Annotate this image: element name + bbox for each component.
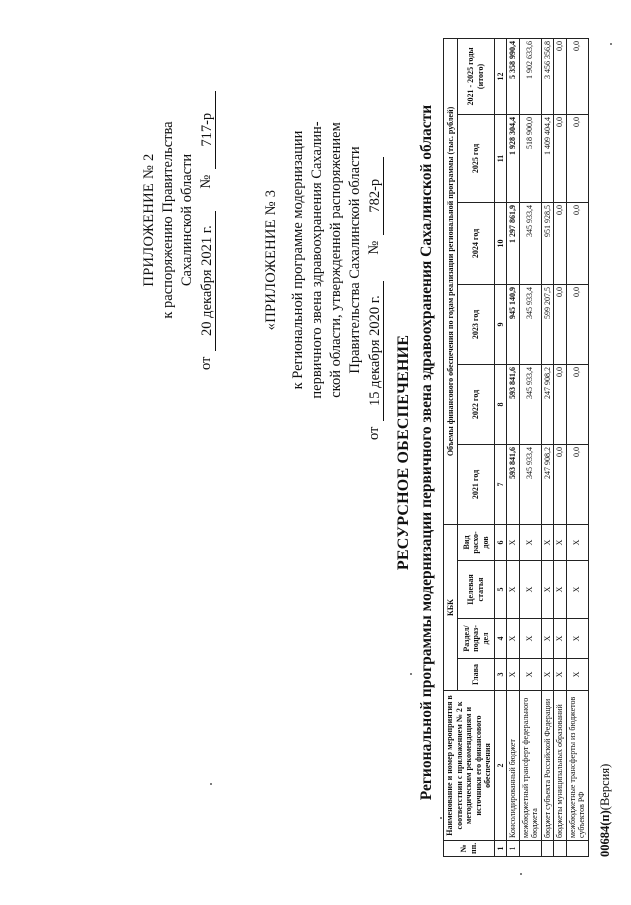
row-value: 0,0 [554, 114, 567, 202]
row-target: Х [541, 561, 554, 619]
scan-speck [520, 873, 522, 875]
row-num [554, 841, 567, 857]
column-index: 6 [494, 524, 507, 560]
row-value: 0,0 [554, 284, 567, 364]
row-num [566, 841, 588, 857]
appendix-3-date: 15 декабря 2020 г. [367, 281, 384, 421]
row-value: 0,0 [554, 364, 567, 444]
row-value: 345 933,4 [519, 284, 541, 364]
scan-speck [610, 43, 612, 45]
header-expense: Вид расхо-дов [458, 524, 494, 560]
date-prefix: от [366, 426, 382, 440]
column-index: 1 [494, 841, 507, 857]
column-index: 10 [494, 202, 507, 284]
row-value: 0,0 [554, 444, 567, 524]
row-section: Х [507, 619, 520, 659]
header-section: Раздел/ подраз-дел [458, 619, 494, 659]
row-value: 247 908,2 [541, 364, 554, 444]
header-year: 2025 год [458, 114, 494, 202]
appendix-3-block [262, 70, 384, 450]
row-expense: Х [554, 524, 567, 560]
row-value: 1 902 633,6 [519, 38, 541, 114]
table-row [566, 38, 588, 856]
appendix-2-date: 20 декабря 2021 г. [199, 211, 216, 351]
row-value: 5 358 990,4 [507, 38, 520, 114]
row-name: межбюджетные трансферты из бюджетов субъектов РФ [566, 691, 588, 841]
row-target: Х [507, 561, 520, 619]
appendix-2-number: 717-р [199, 91, 216, 169]
table-row [507, 38, 520, 856]
table-row [554, 38, 567, 856]
table-row [541, 38, 554, 856]
date-prefix: от [198, 356, 214, 370]
row-value: 3 456 356,8 [541, 38, 554, 114]
row-chapter: Х [519, 659, 541, 691]
document-code-number: 00684(п) [598, 810, 612, 857]
appendix-3-title: «ПРИЛОЖЕНИЕ № 3 [263, 189, 279, 331]
appendix-3-line: Правительства Сахалинской области [347, 146, 363, 374]
header-num: № пп. [444, 841, 495, 857]
row-expense: Х [507, 524, 520, 560]
header-year: 2021 год [458, 444, 494, 524]
appendix-3-line: к Региональной программе модернизации [290, 130, 306, 390]
row-value: 0,0 [566, 38, 588, 114]
column-index: 2 [494, 691, 507, 841]
row-value: 951 928,5 [541, 202, 554, 284]
number-prefix: № [198, 174, 214, 189]
column-index-row [494, 38, 507, 856]
row-value: 0,0 [566, 202, 588, 284]
row-value: 0,0 [566, 364, 588, 444]
row-chapter: Х [507, 659, 520, 691]
document-code [598, 764, 613, 857]
row-value: 345 933,4 [519, 444, 541, 524]
appendix-2-title: ПРИЛОЖЕНИЕ № 2 [141, 153, 157, 287]
row-value: 599 207,5 [541, 284, 554, 364]
document-code-suffix: (Версия) [598, 763, 612, 811]
row-chapter: Х [541, 659, 554, 691]
row-value: 945 140,9 [507, 284, 520, 364]
header-kbk: КБК [444, 524, 458, 690]
appendix-3-line: ской области, утвержденной распоряжением [328, 122, 344, 398]
appendix-2-signature-line [197, 70, 216, 370]
header-year-total: 2021 - 2025 годы (итого) [458, 38, 494, 114]
row-num [519, 841, 541, 857]
appendix-3-number: 782-р [367, 157, 384, 235]
row-value: 345 933,4 [519, 364, 541, 444]
column-index: 7 [494, 444, 507, 524]
header-year: 2024 год [458, 202, 494, 284]
appendix-2-line: к распоряжению Правительства [160, 121, 176, 319]
row-value: 345 933,4 [519, 202, 541, 284]
row-value: 593 841,6 [507, 444, 520, 524]
header-name: Наименование и номер мероприятия в соответствии с приложением № 2 к методическим рекомендациям и источники его финансового обеспечения [444, 691, 495, 841]
row-num [541, 841, 554, 857]
column-index: 4 [494, 619, 507, 659]
column-index: 8 [494, 364, 507, 444]
column-index: 9 [494, 284, 507, 364]
resource-table [443, 38, 589, 857]
header-target: Целевая статья [458, 561, 494, 619]
row-value: 0,0 [554, 202, 567, 284]
row-section: Х [566, 619, 588, 659]
row-expense: Х [541, 524, 554, 560]
column-index: 11 [494, 114, 507, 202]
column-index: 3 [494, 659, 507, 691]
scan-speck [210, 783, 212, 785]
row-value: 1 409 404,4 [541, 114, 554, 202]
row-value: 518 900,0 [519, 114, 541, 202]
row-name: бюджет субъекта Российской Федерации [541, 691, 554, 841]
row-section: Х [519, 619, 541, 659]
appendix-2-block [140, 70, 216, 370]
header-volumes: Объемы финансового обеспечения по годам реализации региональной программы (тыс. рублей) [444, 38, 458, 524]
table-row [519, 38, 541, 856]
appendix-2-line: Сахалинской области [179, 153, 195, 287]
row-value: 247 908,2 [541, 444, 554, 524]
column-index: 5 [494, 561, 507, 619]
row-name: бюджеты муниципальных образований [554, 691, 567, 841]
row-value: 0,0 [566, 444, 588, 524]
row-value: 1 928 304,4 [507, 114, 520, 202]
row-section: Х [541, 619, 554, 659]
number-prefix: № [366, 240, 382, 255]
header-year: 2023 год [458, 284, 494, 364]
scan-speck [440, 817, 442, 819]
header-year: 2022 год [458, 364, 494, 444]
row-value: 0,0 [554, 38, 567, 114]
row-name: Консолидированный бюджет [507, 691, 520, 841]
row-value: 0,0 [566, 284, 588, 364]
row-target: Х [566, 561, 588, 619]
row-name: межбюджетный трансферт федерального бюджета [519, 691, 541, 841]
row-chapter: Х [566, 659, 588, 691]
column-index: 12 [494, 38, 507, 114]
row-num: 1 [507, 841, 520, 857]
document-subheading: Региональной программы модернизации первичного звена здравоохранения Сахалинской области [418, 104, 435, 801]
row-value: 0,0 [566, 114, 588, 202]
row-value: 1 297 861,9 [507, 202, 520, 284]
row-expense: Х [566, 524, 588, 560]
row-value: 593 841,6 [507, 364, 520, 444]
header-chapter: Глава [458, 659, 494, 691]
document-heading: РЕСУРСНОЕ ОБЕСПЕЧЕНИЕ [395, 334, 412, 571]
row-chapter: Х [554, 659, 567, 691]
scan-speck [410, 673, 412, 675]
row-target: Х [519, 561, 541, 619]
row-section: Х [554, 619, 567, 659]
row-target: Х [554, 561, 567, 619]
row-expense: Х [519, 524, 541, 560]
header-row [444, 38, 458, 856]
appendix-3-signature-line [365, 70, 384, 450]
appendix-3-line: первичного звена здравоохранения Сахалин- [309, 121, 325, 399]
